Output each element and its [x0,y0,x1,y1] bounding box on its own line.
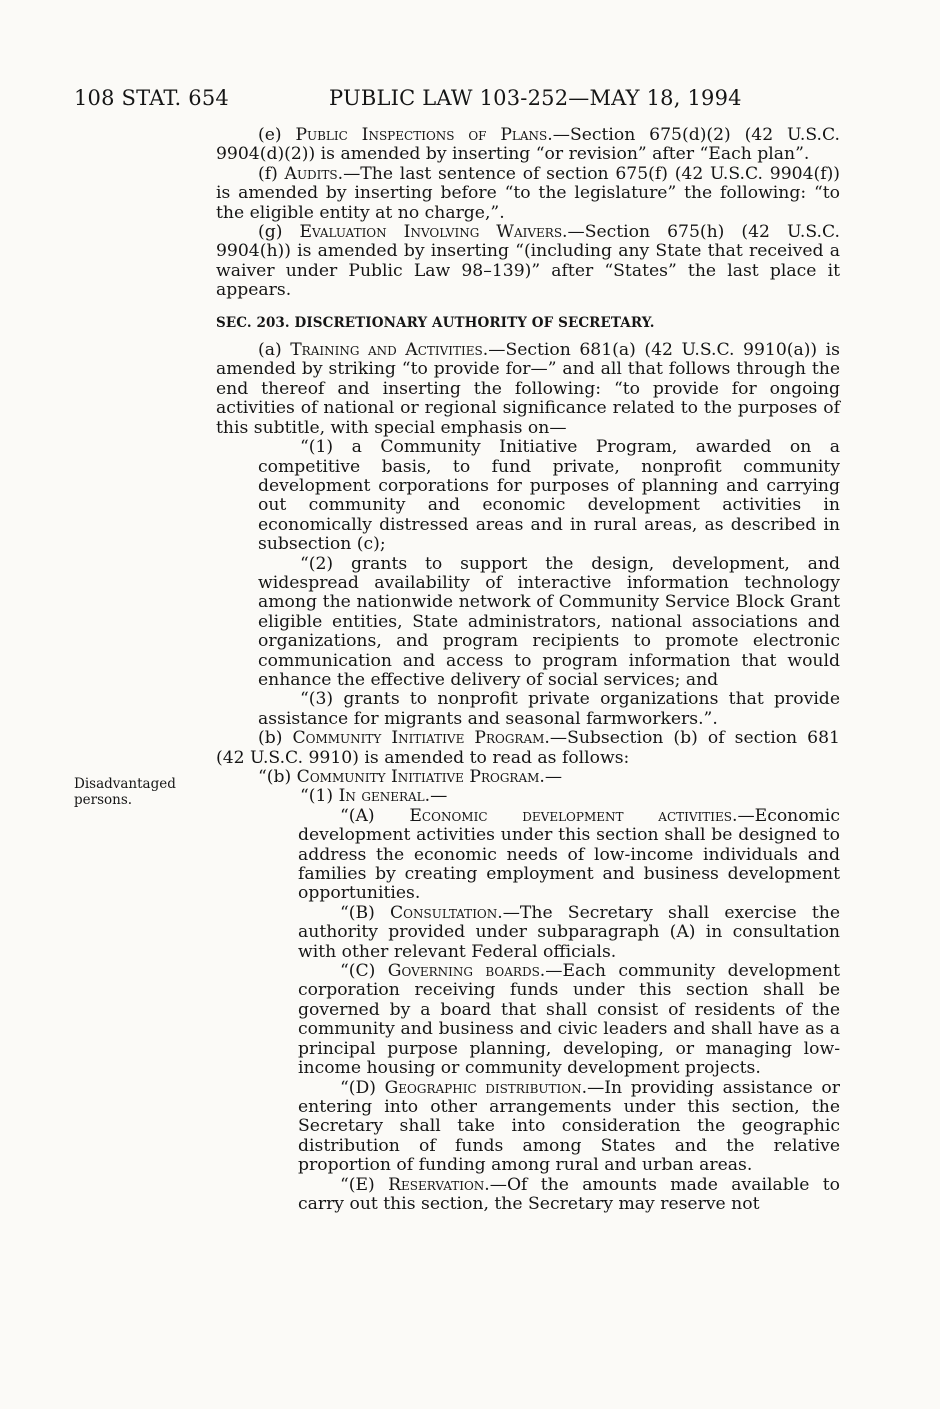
subsection-e: (e) Public Inspections of Plans.—Section 675(d)(2) (42 U.S.C. 9904(d)(2)) is amended by inserting “or revision” after “Each plan”. [216,125,841,165]
margin-note-line: Disadvantaged [74,776,176,792]
subsection-heading: Public Inspections of Plans. [295,125,553,145]
subparagraph-heading: Governing boards. [387,961,546,982]
subparagraph-heading: Reservation. [388,1174,490,1195]
paragraph-b1: “(1) In general.— [300,786,448,807]
public-law-title: PUBLIC LAW 103-252—MAY 18, 1994 [329,86,742,110]
section-heading: SEC. 203. DISCRETIONARY AUTHORITY OF SECRETARY. [216,314,655,331]
paragraph-group [216,438,840,729]
subparagraph-D: “(D) Geographic distribution.—In providing assistance or entering into other arrangements under this section, the Secretary shall take into consideration the geographic distribution of funds among States and the relative proportion of funding among rural and urban areas. [298,1077,840,1176]
subparagraph-heading: Geographic distribution. [384,1077,588,1098]
document-body [216,126,840,1214]
subsection-g: (g) Evaluation Involving Waivers.—Section 675(h) (42 U.S.C. 9904(h)) is amended by inserting “(including any State that received a waiver under Public Law 98–139)” after “States” the last place it appears. [216,222,840,301]
subsection-heading: Community Initiative Program. [292,728,550,749]
subparagraph-group [216,807,840,1215]
subparagraph-heading: Economic development activities. [409,805,738,826]
subsection-a: (a) Training and Activities.—Section 681(a) (42 U.S.C. 9910(a)) is amended by striking “to provide for—” and all that follows through the end thereof and inserting the following: “to provide for ongoing activities of national or regional significance related to the purposes of this subtitle, with special emphasis on— [216,340,840,438]
subparagraph-C: “(C) Governing boards.—Each community development corporation receiving funds under this section shall be governed by a board that shall consist of residents of the community and business and civic leaders and shall have as a principal purpose planning, developing, or managing low-income housing or community development projects. [298,961,841,1079]
subparagraph-E: “(E) Reservation.—Of the amounts made available to carry out this section, the Secretary may reserve not [298,1174,840,1214]
paragraph-a2: “(2) grants to support the design, development, and widespread availability of interactive information technology among the nationwide network of Community Service Block Grant eligible entities, State administrators, national associations and organizations, and program recipients to promote electronic communication and access to program information that would enhance the effective delivery of social services; and [258,553,840,690]
subsection-heading: Audits. [284,163,344,184]
subparagraph-heading: Consultation. [390,902,503,923]
subsection-heading: Community Initiative Program. [296,767,545,787]
margin-note-line: persons. [74,792,133,808]
paragraph-heading: In general. [338,786,431,807]
subsection-f: (f) Audits.—The last sentence of section 675(f) (42 U.S.C. 9904(f)) is amended by inserting before “to the legislature” the following: “to the eligible entity at no charge,”. [216,163,840,223]
subsection-b: (b) Community Initiative Program.—Subsection (b) of section 681 (42 U.S.C. 9910) is amended to read as follows: [216,728,840,768]
margin-note [74,776,204,808]
subsection-heading: Training and Activities. [290,340,489,361]
paragraph-a3: “(3) grants to nonprofit private organizations that provide assistance for migrants and seasonal farmworkers.”. [258,689,840,729]
paragraph-group [216,787,840,806]
statute-page-number: 108 STAT. 654 [74,86,229,110]
quoted-subsection-b: “(b) Community Initiative Program.— [258,767,563,787]
paragraph-a1: “(1) a Community Initiative Program, awarded on a competitive basis, to fund private, nonprofit community development corporations for purposes of planning and carrying out community and economic development activities in economically distressed areas and in rural areas, as described in subsection (c); [258,437,840,555]
subsection-heading: Evaluation Involving Waivers. [299,222,568,243]
subparagraph-B: “(B) Consultation.—The Secretary shall exercise the authority provided under subparagraph (A) in consultation with other relevant Federal officials. [298,902,841,962]
subparagraph-A: “(A) Economic development activities.—Economic development activities under this section shall be designed to address the economic needs of low-income individuals and families by creating employment and business development opportunities. [298,805,841,904]
